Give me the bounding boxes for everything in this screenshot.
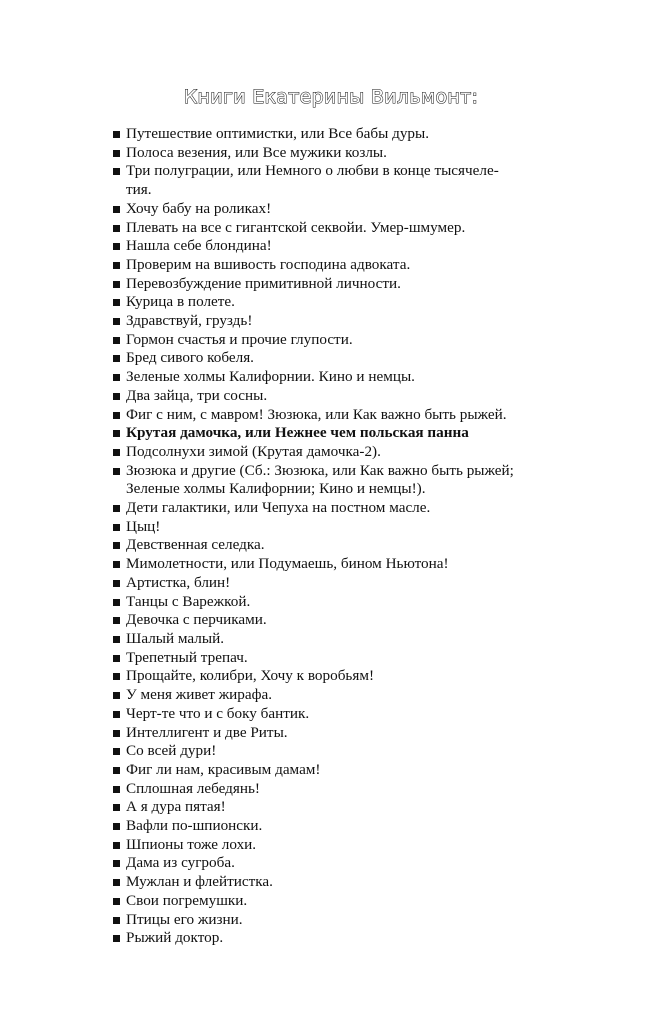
square-bullet-icon [113,206,120,213]
list-item [112,574,592,593]
square-bullet-icon [113,281,120,288]
square-bullet-icon [113,561,120,568]
square-bullet-icon [113,804,120,811]
list-item [112,724,592,743]
book-title: Полоса везения, или Все мужики козлы. [126,143,387,161]
list-item [112,424,592,443]
list-item [112,256,592,275]
list-item [112,518,592,537]
book-title: Танцы с Варежкой. [126,592,251,610]
square-bullet-icon [113,225,120,232]
book-title: Зюзюка и другие (Сб.: Зюзюка, или Как важно быть рыжей; Зеленые холмы Калифорнии; Кино и немцы!). [126,461,514,498]
book-title: Со всей дури! [126,742,217,760]
book-title: Дама из сугроба. [126,854,235,872]
square-bullet-icon [113,767,120,774]
square-bullet-icon [113,599,120,606]
book-title: Крутая дамочка, или Нежнее чем польская панна [126,424,469,442]
square-bullet-icon [113,449,120,456]
list-item [112,911,592,930]
book-title: Два зайца, три сосны. [126,386,268,404]
square-bullet-icon [113,168,120,175]
book-title: Фиг с ним, с мавром! Зюзюка, или Как важно быть рыжей. [126,405,507,423]
list-item [112,406,592,425]
book-title: Девственная селедка. [126,536,265,554]
list-item [112,536,592,555]
book-title: Перевозбуждение примитивной личности. [126,274,401,292]
book-title: Черт-те что и с боку бантик. [126,704,310,722]
square-bullet-icon [113,524,120,531]
book-title: Три полуграции, или Немного о любви в конце тысячеле- тия. [126,162,499,199]
list-item [112,667,592,686]
list-item [112,200,592,219]
square-bullet-icon [113,673,120,680]
book-title: Фиг ли нам, красивым дамам! [126,760,321,778]
book-title: Здравствуй, груздь! [126,312,253,330]
list-item [112,742,592,761]
list-item [112,443,592,462]
square-bullet-icon [113,318,120,325]
list-item [112,892,592,911]
square-bullet-icon [113,617,120,624]
list-item [112,293,592,312]
list-item [112,817,592,836]
book-title: Бред сивого кобеля. [126,349,254,367]
list-item [112,873,592,892]
book-title: Мимолетности, или Подумаешь, бином Ньютона! [126,555,449,573]
list-item [112,349,592,368]
list-item [112,798,592,817]
square-bullet-icon [113,860,120,867]
square-bullet-icon [113,730,120,737]
list-item [112,499,592,518]
square-bullet-icon [113,243,120,250]
square-bullet-icon [113,898,120,905]
square-bullet-icon [113,542,120,549]
book-title: Путешествие оптимистки, или Все бабы дуры. [126,125,430,142]
square-bullet-icon [113,636,120,643]
book-title: Птицы его жизни. [126,910,243,928]
square-bullet-icon [113,131,120,138]
list-item [112,611,592,630]
book-title: Гормон счастья и прочие глупости. [126,330,353,348]
book-title: Артистка, блин! [126,573,231,591]
book-title: Рыжий доктор. [126,929,224,947]
book-title: У меня живет жирафа. [126,686,273,704]
book-title: Вафли по-шпионски. [126,817,263,835]
list-item [112,368,592,387]
list-item [112,162,592,199]
list-item [112,387,592,406]
book-list [112,125,592,948]
book-title: Нашла себе блондина! [126,237,272,255]
square-bullet-icon [113,580,120,587]
page-title: Книги Екатерины Вильмонт: [183,86,479,108]
book-title: Подсолнухи зимой (Крутая дамочка-2). [126,442,381,460]
list-item [112,705,592,724]
book-title: Зеленые холмы Калифорнии. Кино и немцы. [126,368,415,386]
book-title: Хочу бабу на роликах! [126,199,272,217]
list-item [112,836,592,855]
list-item [112,780,592,799]
book-title: Цыц! [126,517,161,535]
square-bullet-icon [113,786,120,793]
square-bullet-icon [113,748,120,755]
list-item [112,686,592,705]
list-item [112,854,592,873]
list-item [112,312,592,331]
book-title: Шпионы тоже лохи. [126,835,257,853]
square-bullet-icon [113,430,120,437]
square-bullet-icon [113,393,120,400]
book-title: Сплошная лебедянь! [126,779,260,797]
square-bullet-icon [113,262,120,269]
square-bullet-icon [113,150,120,157]
square-bullet-icon [113,412,120,419]
book-title: Шалый малый. [126,629,224,647]
square-bullet-icon [113,917,120,924]
list-item [112,630,592,649]
book-title: Курица в полете. [126,293,235,311]
book-title: Дети галактики, или Чепуха на постном масле. [126,499,431,517]
list-item [112,649,592,668]
square-bullet-icon [113,692,120,699]
square-bullet-icon [113,337,120,344]
square-bullet-icon [113,879,120,886]
square-bullet-icon [113,935,120,942]
book-title: Интеллигент и две Риты. [126,723,288,741]
book-title: Трепетный трепач. [126,648,248,666]
book-title: Свои погремушки. [126,891,248,909]
square-bullet-icon [113,823,120,830]
book-title: А я дура пятая! [126,798,226,816]
list-item [112,219,592,238]
square-bullet-icon [113,468,120,475]
list-item [112,929,592,948]
list-item [112,275,592,294]
list-item [112,144,592,163]
square-bullet-icon [113,505,120,512]
list-item [112,462,592,499]
square-bullet-icon [113,842,120,849]
square-bullet-icon [113,355,120,362]
list-item [112,761,592,780]
book-title: Проверим на вшивость господина адвоката. [126,255,411,273]
list-item [112,593,592,612]
list-item [112,237,592,256]
list-item [112,331,592,350]
square-bullet-icon [113,299,120,306]
list-item [112,555,592,574]
square-bullet-icon [113,655,120,662]
book-title: Мужлан и флейтистка. [126,873,273,891]
square-bullet-icon [113,374,120,381]
book-title: Прощайте, колибри, Хочу к воробьям! [126,667,375,685]
book-title: Плевать на все с гигантской секвойи. Умер-шмумер. [126,218,466,236]
list-item [112,125,592,144]
square-bullet-icon [113,711,120,718]
book-title: Девочка с перчиками. [126,611,267,629]
